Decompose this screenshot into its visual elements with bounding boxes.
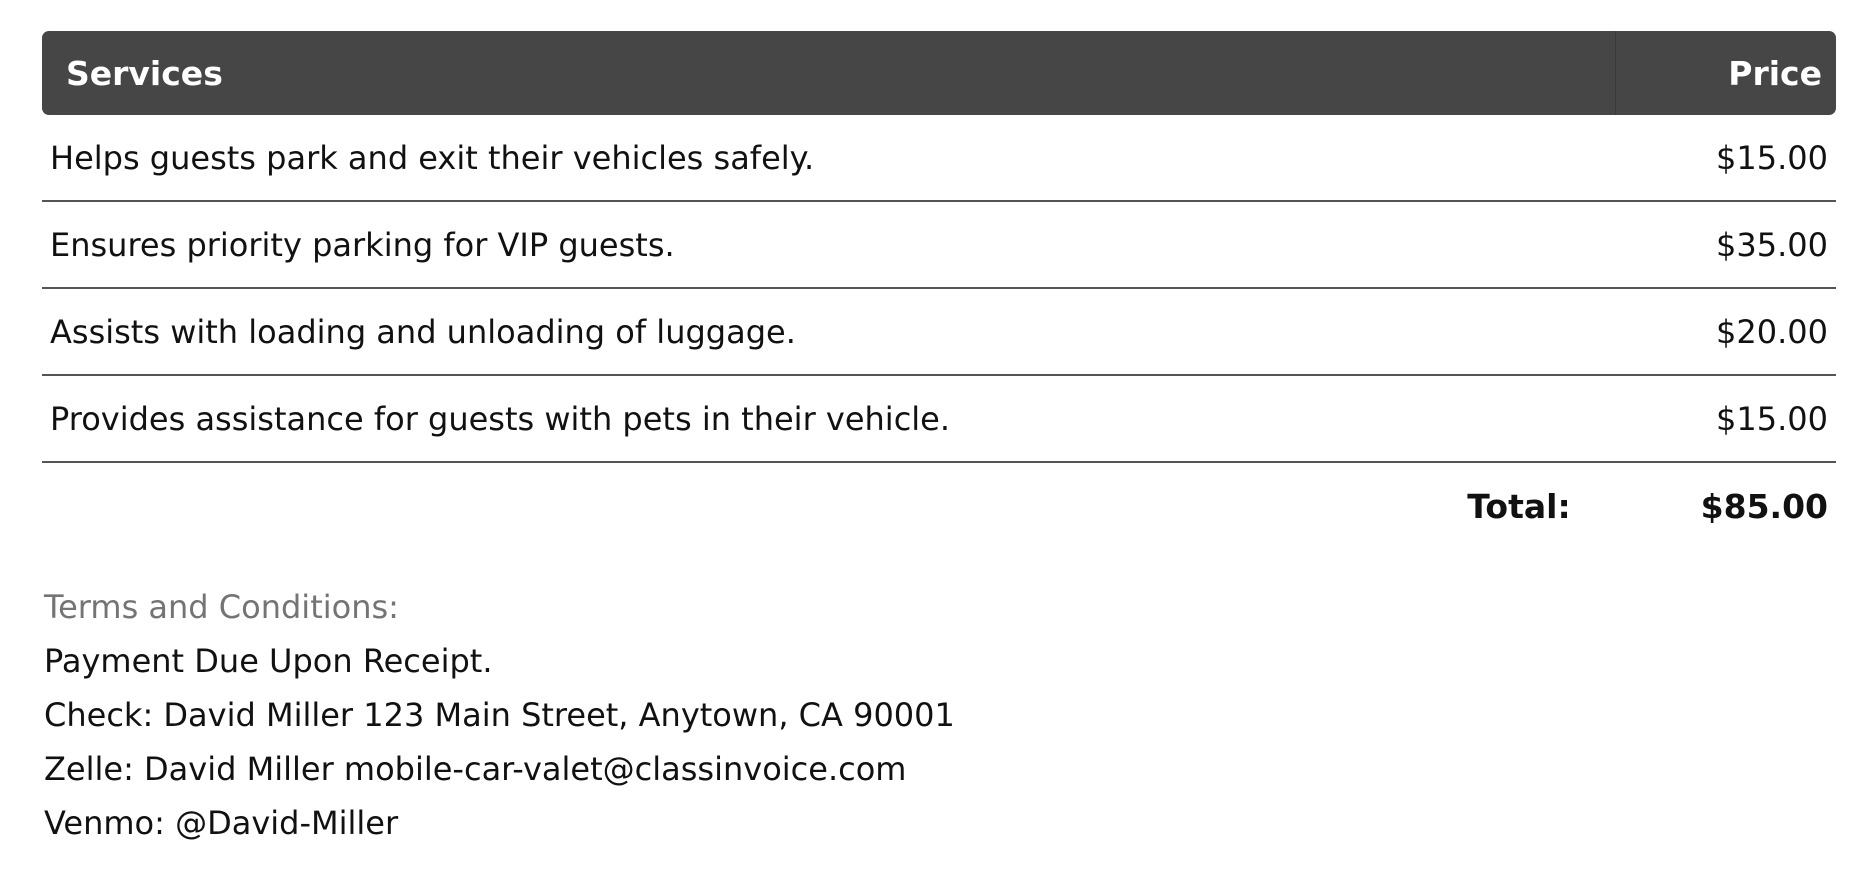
service-description: Assists with loading and unloading of luggage. bbox=[50, 312, 796, 351]
total-row bbox=[42, 463, 1836, 549]
service-price: $20.00 bbox=[1716, 312, 1828, 351]
table-row bbox=[42, 202, 1836, 289]
price-header-label: Price bbox=[1728, 53, 1822, 93]
table-header bbox=[42, 31, 1836, 115]
table-body bbox=[42, 115, 1836, 463]
service-price: $35.00 bbox=[1716, 225, 1828, 264]
total-value: $85.00 bbox=[1700, 486, 1828, 526]
terms-check-info: Check: David Miller 123 Main Street, Anytown, CA 90001 bbox=[44, 696, 955, 734]
terms-heading: Terms and Conditions: bbox=[44, 588, 399, 626]
service-price: $15.00 bbox=[1716, 399, 1828, 438]
services-table bbox=[42, 31, 1836, 549]
service-price: $15.00 bbox=[1716, 138, 1828, 177]
price-column-header bbox=[1616, 31, 1836, 115]
terms-and-conditions bbox=[44, 580, 955, 850]
terms-zelle-info: Zelle: David Miller mobile-car-valet@classinvoice.com bbox=[44, 750, 907, 788]
service-description: Helps guests park and exit their vehicles safely. bbox=[50, 138, 815, 177]
terms-payment-due: Payment Due Upon Receipt. bbox=[44, 642, 493, 680]
terms-venmo-info: Venmo: @David-Miller bbox=[44, 804, 399, 842]
table-row bbox=[42, 289, 1836, 376]
total-label: Total: bbox=[1467, 486, 1571, 526]
table-row bbox=[42, 376, 1836, 463]
services-column-header bbox=[42, 31, 1616, 115]
table-row bbox=[42, 115, 1836, 202]
service-description: Ensures priority parking for VIP guests. bbox=[50, 225, 675, 264]
service-description: Provides assistance for guests with pets in their vehicle. bbox=[50, 399, 951, 438]
services-header-label: Services bbox=[66, 53, 223, 93]
